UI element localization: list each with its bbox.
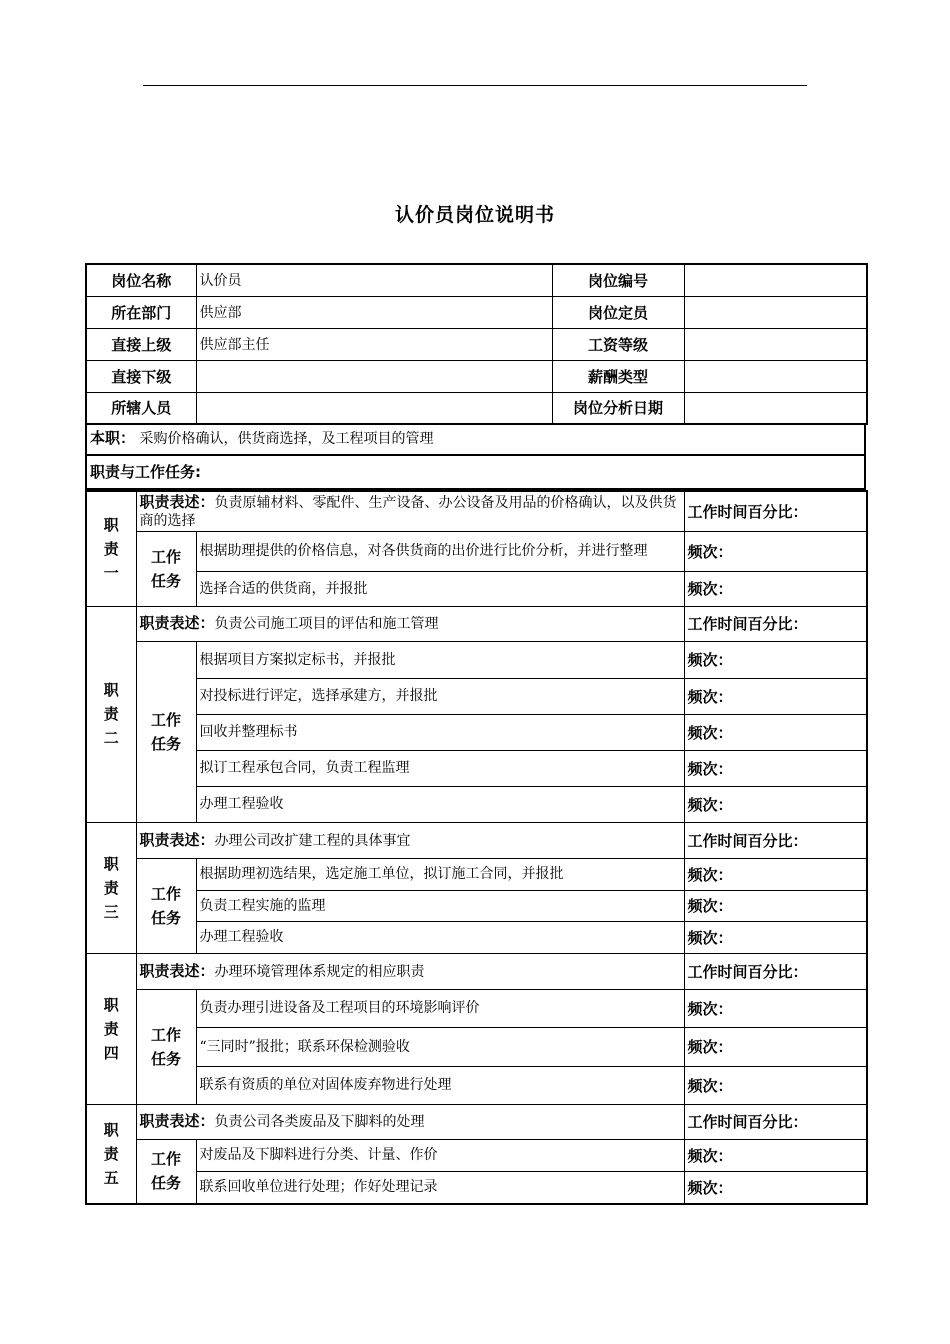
task-text: 对废品及下脚料进行分类、计量、作价 (196, 1139, 684, 1171)
duty-task-row (86, 571, 867, 606)
task-group-label: 工作 任务 (136, 989, 196, 1104)
primary-duty-row (85, 423, 866, 456)
header-rule (143, 85, 807, 86)
task-group-label: 工作 任务 (136, 531, 196, 606)
duty-task-row (86, 641, 867, 678)
duty-description (136, 1104, 684, 1139)
task-text: 负责工程实施的监理 (196, 890, 684, 921)
info-value (684, 296, 867, 328)
duty-desc-row (86, 822, 867, 858)
duty-desc-row (86, 953, 867, 989)
duty-name: 职 责 五 (86, 1104, 136, 1204)
duties-table (85, 490, 868, 1205)
primary-duty-label: 本职： (90, 429, 136, 447)
task-text: 拟订工程承包合同，负责工程监理 (196, 750, 684, 786)
duty-desc-text: 负责公司各类废品及下脚料的处理 (214, 1114, 425, 1130)
duty-task-row (86, 890, 867, 921)
duty-desc-label: 职责表述： (139, 961, 215, 980)
frequency-label: 频次： (684, 786, 867, 822)
info-value (684, 360, 867, 392)
frequency-label: 频次： (684, 531, 867, 571)
info-label: 直接下级 (86, 360, 196, 392)
duty-description (136, 822, 684, 858)
task-group-label: 工作 任务 (136, 858, 196, 953)
info-label: 所在部门 (86, 296, 196, 328)
info-label: 直接上级 (86, 328, 196, 360)
duty-description (136, 606, 684, 641)
task-text: 办理工程验收 (196, 921, 684, 953)
frequency-label: 频次： (684, 890, 867, 921)
duty-desc-label: 职责表述： (139, 1112, 215, 1130)
info-value: 供应部 (196, 296, 552, 328)
work-time-percent-label: 工作时间百分比： (684, 822, 867, 858)
duty-name: 职 责 三 (86, 822, 136, 953)
info-row (86, 328, 867, 360)
info-value (196, 392, 552, 424)
frequency-label: 频次： (684, 989, 867, 1027)
duty-task-row (86, 989, 867, 1027)
task-text: 对投标进行评定，选择承建方，并报批 (196, 678, 684, 714)
task-text: “三同时”报批；联系环保检测验收 (196, 1027, 684, 1066)
frequency-label: 频次： (684, 1027, 867, 1066)
duty-desc-label: 职责表述： (139, 614, 215, 632)
duties-header: 职责与工作任务: (85, 456, 866, 490)
duty-name: 职 责 二 (86, 606, 136, 822)
duty-task-row (86, 1171, 867, 1204)
info-value (196, 360, 552, 392)
duty-name: 职 责 一 (86, 491, 136, 606)
info-label: 所辖人员 (86, 392, 196, 424)
task-text: 根据助理初选结果，选定施工单位，拟订施工合同，并报批 (196, 858, 684, 890)
task-text: 办理工程验收 (196, 786, 684, 822)
duty-task-row (86, 1139, 867, 1171)
info-label: 工资等级 (552, 328, 684, 360)
duty-desc-text: 办理环境管理体系规定的相应职责 (214, 963, 425, 980)
task-text: 选择合适的供货商，并报批 (196, 571, 684, 606)
info-table (85, 263, 868, 425)
info-label: 岗位分析日期 (552, 392, 684, 424)
info-label: 岗位名称 (86, 264, 196, 296)
duty-desc-row (86, 1104, 867, 1139)
duty-desc-text: 负责原辅材料、零配件、生产设备、办公设备及用品的价格确认，以及供货商的选择 (139, 494, 677, 529)
info-label: 薪酬类型 (552, 360, 684, 392)
work-time-percent-label: 工作时间百分比： (684, 1104, 867, 1139)
duty-task-row (86, 750, 867, 786)
task-text: 联系有资质的单位对固体废弃物进行处理 (196, 1066, 684, 1104)
info-value: 供应部主任 (196, 328, 552, 360)
duty-desc-row (86, 606, 867, 641)
duty-task-row (86, 714, 867, 750)
info-row (86, 264, 867, 296)
frequency-label: 频次： (684, 858, 867, 890)
duty-task-row (86, 1027, 867, 1066)
work-time-percent-label: 工作时间百分比： (684, 606, 867, 641)
frequency-label: 频次： (684, 714, 867, 750)
duty-name: 职 责 四 (86, 953, 136, 1104)
task-text: 联系回收单位进行处理；作好处理记录 (196, 1171, 684, 1204)
work-time-percent-label: 工作时间百分比： (684, 953, 867, 989)
info-row (86, 360, 867, 392)
frequency-label: 频次： (684, 641, 867, 678)
task-text: 负责办理引进设备及工程项目的环境影响评价 (196, 989, 684, 1027)
page-title: 认价员岗位说明书 (394, 204, 555, 226)
info-value (684, 264, 867, 296)
info-value (684, 328, 867, 360)
duty-desc-text: 负责公司施工项目的评估和施工管理 (214, 616, 439, 632)
duty-description (136, 953, 684, 989)
info-value (684, 392, 867, 424)
task-text: 回收并整理标书 (196, 714, 684, 750)
frequency-label: 频次： (684, 571, 867, 606)
task-group-label: 工作 任务 (136, 641, 196, 822)
task-group-label: 工作 任务 (136, 1139, 196, 1204)
task-text: 根据项目方案拟定标书，并报批 (196, 641, 684, 678)
duty-task-row (86, 921, 867, 953)
frequency-label: 频次： (684, 1171, 867, 1204)
duty-desc-row (86, 491, 867, 531)
info-label: 岗位定员 (552, 296, 684, 328)
primary-duty-value: 采购价格确认，供货商选择，及工程项目的管理 (139, 431, 434, 447)
duty-task-row (86, 858, 867, 890)
duty-description (136, 491, 684, 531)
info-value: 认价员 (196, 264, 552, 296)
frequency-label: 频次： (684, 678, 867, 714)
duty-task-row (86, 531, 867, 571)
info-row (86, 392, 867, 424)
work-time-percent-label: 工作时间百分比： (684, 491, 867, 531)
frequency-label: 频次： (684, 1139, 867, 1171)
duty-task-row (86, 786, 867, 822)
frequency-label: 频次： (684, 1066, 867, 1104)
duty-desc-label: 职责表述： (139, 830, 215, 849)
duty-task-row (86, 1066, 867, 1104)
frequency-label: 频次： (684, 921, 867, 953)
info-row (86, 296, 867, 328)
duty-desc-label: 职责表述： (139, 492, 215, 511)
info-label: 岗位编号 (552, 264, 684, 296)
duty-task-row (86, 678, 867, 714)
duty-desc-text: 办理公司改扩建工程的具体事宜 (214, 832, 411, 849)
frequency-label: 频次： (684, 750, 867, 786)
task-text: 根据助理提供的价格信息，对各供货商的出价进行比价分析，并进行整理 (196, 531, 684, 571)
